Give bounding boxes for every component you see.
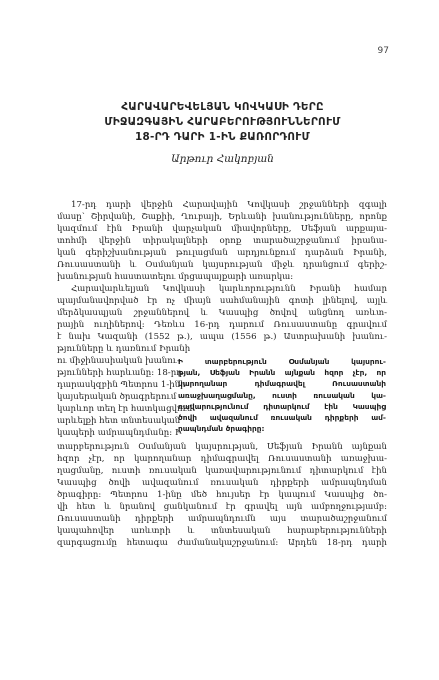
text-line: թյունների հարևանը: 18-րդ <box>57 368 183 378</box>
title-line-2: ՄԻՋԱԶԳԱՅԻՆ ՀԱՐԱԲԵՐՈՒԹՅՈՒՆՆԵՐՈՒՄ <box>104 116 341 128</box>
pull-quote-line: առաջխաղացմանը, ուստի ռուսական կա- <box>178 391 386 400</box>
pull-quote-line: րապնդման ծրագիրը: <box>178 424 265 433</box>
text-line: կան գերիշխանության թուլացման արդյունքում դարձան Իրանի, <box>57 248 387 258</box>
text-line: րային ուղիներով: Դեռևս 16-րդ դարում Ռուսաստանը գրավում <box>57 320 387 330</box>
article-title <box>40 100 405 145</box>
text-line: մասը՝ Շիրվանի, Շաքիի, Ղուբայի, Երևանի խանությունները, որոնք <box>57 212 387 222</box>
text-line: թյունները և դառնում Իրանի <box>57 344 191 354</box>
text-line: դարասկզբին Պետրոս 1-ինի <box>57 380 186 390</box>
author-name: Արթուր Հակոբյան <box>171 153 274 165</box>
text-line: Ռուսաստանի դիրքերի ամրապնդումն այս տարածաշրջանում <box>57 514 387 524</box>
title-line-1: ՀԱՐԱՎԱՐԵՎԵԼՅԱՆ ԿՈՎԿԱՍԻ ԴԵՐԸ <box>121 101 324 113</box>
text-line: կարևոր տեղ էր հատկացվում <box>57 404 193 414</box>
text-line: խանության հաստատելու մրցապայքարի առարկա: <box>57 272 294 282</box>
text-line: Կասպից ծովի ավազանում ռուսական դիրքերի ամրապնդման <box>57 478 387 488</box>
text-line: Հարավարևելյան Կովկասի կարևորությունն Իրանի համար <box>71 284 387 294</box>
pull-quote-line: ռավարությունում դիտարկում էին Կասպից <box>178 402 386 411</box>
pull-quote-line: կարողանար դիմագրավել Ռուսաստանի <box>178 379 386 388</box>
text-line: տարբերություն Օսմանյան կայսրության, Սեֆյան Իրանն այնքան <box>57 442 387 452</box>
text-line: կապերի ամրապնդմանը: Ի <box>57 428 182 438</box>
text-line: կազմում էին Իրանի վարչական միավորները, Սեֆյան արքայա- <box>57 224 387 234</box>
text-line: կայսերական ծրագրերում <box>57 392 177 402</box>
text-line: 17-րդ դարի վերջին Հարավային Կովկասի շրջանների զգալի <box>71 200 387 210</box>
pull-quote-line: Ի տարբերություն Օսմանյան կայսրու- <box>178 357 386 366</box>
pull-quote-line: ծովի ավազանում ռուսական դիրքերի ամ- <box>178 413 386 422</box>
text-line: տոհմի վերջին տիրակալների օրոք տարածաշրջանում իրանա- <box>57 236 387 246</box>
text-line: ղացմանը, ուստի ռուսական կառավարությունում դիտարկում էին <box>57 466 387 476</box>
text-line: մերձկասպյան շրջաններով և Կասպից ծովով անցնող առևտ- <box>57 308 387 318</box>
text-line: ծրագիրը: Պետրոս 1-ինը մեծ հույսեր էր կապում Կասպից ծո- <box>57 490 387 500</box>
title-line-3: 18-ՐԴ ԴԱՐԻ 1-ԻՆ ՔԱՌՈՐԴՈՒՄ <box>134 131 310 143</box>
text-line: զարգացումը հետագա ժամանակաշրջանում: Արդեն 18-րդ դարի <box>57 538 387 548</box>
text-line: ու միջինասիական խանու- <box>57 356 180 366</box>
text-line: արևելքի հետ տնտեսական <box>57 416 181 426</box>
text-line: կապահովեր առևտրի և տնտեսական հարաբերությունների <box>57 526 387 536</box>
page-number: 97 <box>377 46 389 56</box>
text-line: պայմանավորված էր ոչ միայն սահմանային գոտի լինելով, այլև <box>57 296 387 306</box>
pull-quote-line: թյան, Սեֆյան Իրանն այնքան հզոր չէր, որ <box>178 368 386 377</box>
text-line: հզոր չէր, որ կարողանար դիմագրավել Ռուսաստանի առաջխա- <box>57 454 387 464</box>
text-line: վի հետ և նրանով ցանկանում էր գրավել այն ամբողջությամբ: <box>57 502 387 512</box>
text-line: Ռուսաստանի և Օսմանյան կայսրության միջև դրանցում գերիշ- <box>57 260 387 270</box>
text-line: է նախ Կազանի (1552 թ.), ապա (1556 թ.) Աստրախանի խանու- <box>57 332 387 342</box>
